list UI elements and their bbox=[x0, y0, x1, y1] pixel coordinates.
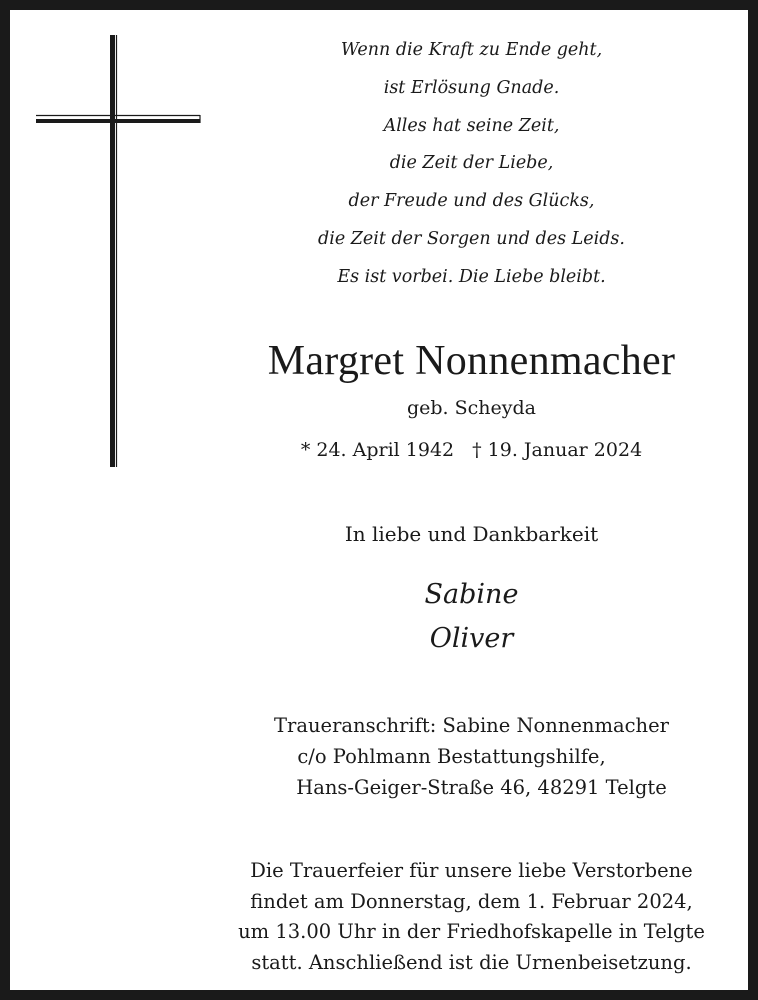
mourning-address bbox=[225, 710, 718, 803]
address-line: c/o Pohlmann Bestattungshilfe, bbox=[297, 745, 606, 768]
poem-line: Es ist vorbei. Die Liebe bleibt. bbox=[337, 266, 606, 287]
address-line: Hans-Geiger-Straße 46, 48291 Telgte bbox=[296, 776, 667, 799]
poem-line: Alles hat seine Zeit, bbox=[383, 115, 560, 136]
poem-line: der Freude und des Glücks, bbox=[348, 191, 595, 212]
poem-line: die Zeit der Liebe, bbox=[389, 153, 554, 174]
death-date: † 19. Januar 2024 bbox=[472, 439, 643, 461]
cross-icon bbox=[32, 35, 204, 467]
mourner-name: Oliver bbox=[429, 623, 514, 654]
maiden-name: geb. Scheyda bbox=[406, 397, 536, 419]
poem-line: ist Erlösung Gnade. bbox=[383, 77, 560, 98]
life-dates bbox=[225, 435, 718, 465]
mourner-name: Sabine bbox=[424, 579, 519, 610]
poem bbox=[225, 32, 718, 297]
mourners-intro: In liebe und Dankbarkeit bbox=[344, 522, 599, 546]
funeral-service-info bbox=[225, 856, 718, 978]
address-line: Traueranschrift: Sabine Nonnenmacher bbox=[274, 714, 669, 737]
birth-date: * 24. April 1942 bbox=[300, 439, 455, 461]
service-line: findet am Donnerstag, dem 1. Februar 2024, bbox=[250, 889, 693, 913]
service-line: um 13.00 Uhr in der Friedhofskapelle in Telgte bbox=[238, 920, 705, 943]
service-line: Die Trauerfeier für unsere liebe Verstorbene bbox=[250, 859, 693, 882]
poem-line: Wenn die Kraft zu Ende geht, bbox=[340, 40, 603, 60]
poem-line: die Zeit der Sorgen und des Leids. bbox=[318, 228, 625, 249]
service-line: statt. Anschließend ist die Urnenbeisetzung. bbox=[251, 950, 692, 974]
mourners-names bbox=[225, 573, 718, 661]
deceased-name: Margret Nonnenmacher bbox=[267, 338, 676, 384]
